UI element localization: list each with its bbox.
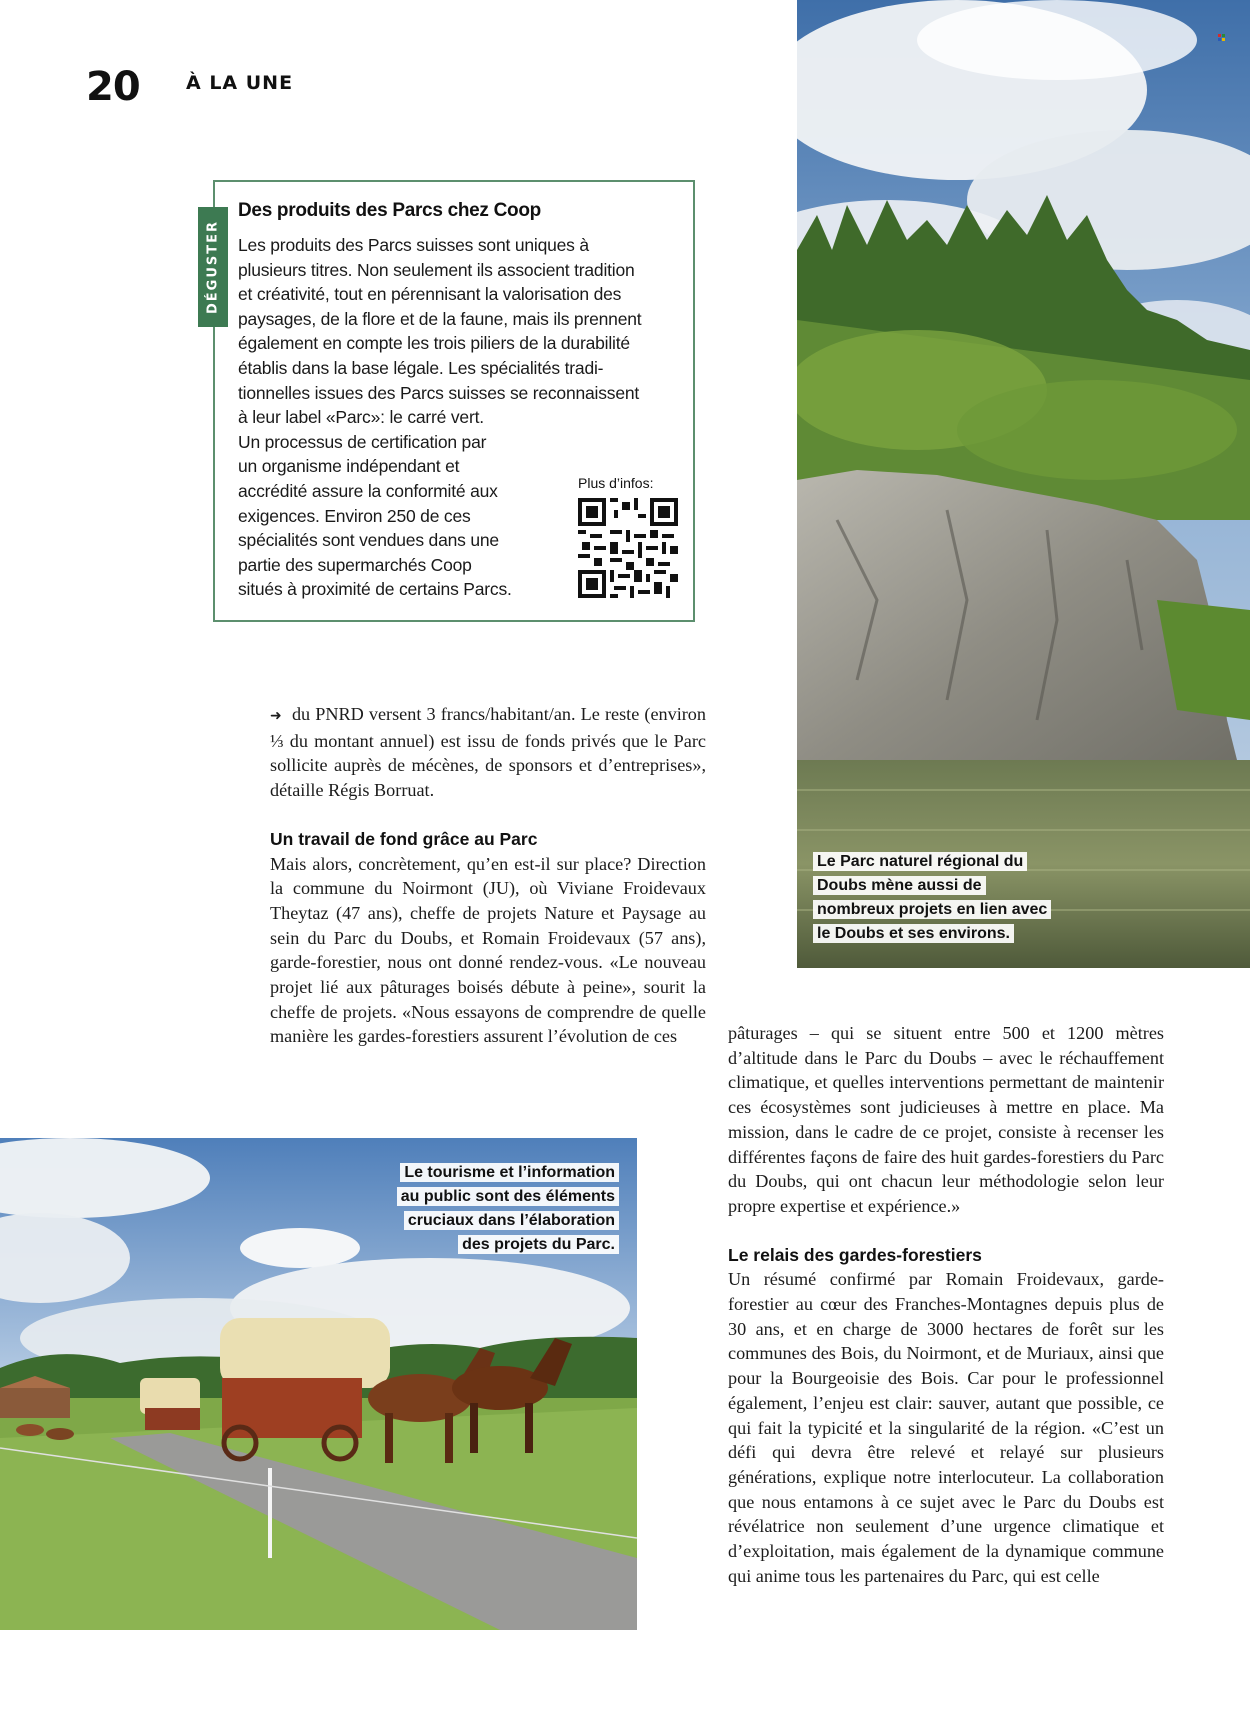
page-number: 20	[86, 64, 140, 110]
logo-icon	[1218, 34, 1225, 41]
caption-line: Le Parc naturel régional du	[813, 852, 1027, 871]
section-label: À LA UNE	[186, 72, 294, 94]
sidebar-line: situés à proximité de certains Parcs.	[238, 579, 512, 600]
caption-line: nombreux projets en lien avec	[813, 900, 1051, 919]
sidebar-line: et créativité, tout en pérennisant la valorisation des	[238, 284, 622, 305]
sidebar-line: Les produits des Parcs suisses sont uniques à	[238, 235, 589, 255]
sidebar-line: plusieurs titres. Non seulement ils associent tradition	[238, 259, 635, 280]
sidebar-line: partie des supermarchés Coop	[238, 554, 472, 575]
sidebar-line: établis dans la base légale. Les spécialités tradi-	[238, 357, 604, 378]
caption-line: cruciaux dans l’élaboration	[404, 1211, 619, 1230]
photo-horse-caption	[393, 1161, 619, 1257]
sidebar-line: exigences. Environ 250 de ces	[238, 505, 471, 526]
sidebar-line: paysages, de la flore et de la faune, mais ils prennent	[238, 308, 642, 329]
article-paragraph: pâturages – qui se situent entre 500 et 1200 mètres d’altitude dans le Parc du Doubs – avec le réchauffement climatique, et quelles interventions permettant de maintenir ces écosystèmes sont judicieuses à mettre en place. Ma mission, dans le cadre de ce projet, consiste à recenser les différentes façons de faire des huit gardes-forestiers du Parc du Doubs, qui ont chacun leur méthodologie selon leur propre expertise et expérience.»	[728, 1023, 1164, 1216]
sidebar-line: Un processus de certification par	[238, 431, 487, 452]
article-subheading: Le relais des gardes-forestiers	[728, 1244, 982, 1265]
sidebar-line: également en compte les trois piliers de la durabilité	[238, 333, 630, 354]
qr-code-icon[interactable]	[578, 498, 678, 598]
sidebar-tag	[198, 207, 228, 327]
article-paragraph: Un résumé confirmé par Romain Froidevaux, garde-forestier au cœur des Franches-Montagnes depuis plus de 30 ans, et en charge de 3000 hectares de forêt sur les communes des Bois, du Noirmont, et de Muriaux, ainsi que pour la Bourgeoisie des Bois. Car pour le professionnel également, l’enjeu est clair: sauver, autant que possible, ce qui fait la typicité et la singularité de la région. «C’est un défi qui devra être relevé et relayé sur plusieurs générations, explique notre interlocuteur. La collaboration que nous entamons à ce sujet avec le Parc du Doubs est révélatrice non seulement d’une urgence climatique et d’exploitation, mais également de la dynamique commune qui anime tous les partenaires du Parc, qui est celle	[728, 1269, 1164, 1586]
caption-line: Doubs mène aussi de	[813, 876, 986, 895]
sidebar-line: tionnelles issues des Parcs suisses se reconnaissent	[238, 382, 640, 403]
continuation-arrow-icon: ➜	[270, 708, 282, 724]
caption-line: le Doubs et ses environs.	[813, 924, 1014, 943]
caption-line: au public sont des éléments	[397, 1187, 619, 1206]
photo-cliff-lake	[797, 0, 1250, 968]
article-paragraph-text: du PNRD versent 3 francs/habitant/an. Le reste (environ ⅓ du montant annuel) est issu de fonds privés que le Parc sollicite auprès de mécènes, de sponsors et d’entreprises», détaille Régis Borruat.	[270, 704, 706, 801]
article-paragraph	[270, 702, 706, 803]
qr-label: Plus d’infos:	[578, 475, 654, 491]
photo-cliff-caption	[813, 850, 1068, 946]
sidebar-title: Des produits des Parcs chez Coop	[238, 200, 541, 221]
sidebar-tag-label: DÉGUSTER	[205, 219, 221, 315]
sidebar-line: à leur label «Parc»: le carré vert.	[238, 407, 484, 428]
article-column-1	[270, 702, 706, 1049]
article-subheading: Un travail de fond grâce au Parc	[270, 828, 538, 849]
sidebar-line: spécialités sont vendues dans une	[238, 530, 499, 551]
article-column-2	[728, 1021, 1164, 1588]
caption-line: des projets du Parc.	[458, 1235, 619, 1254]
caption-line: Le tourisme et l’information	[400, 1163, 619, 1182]
sidebar-line: accrédité assure la conformité aux	[238, 480, 498, 501]
article-paragraph: Mais alors, concrètement, qu’en est-il sur place? Direction la commune du Noirmont (JU), où Viviane Froidevaux Theytaz (47 ans), cheffe de projets Nature et Paysage au sein du Parc du Doubs, et Romain Froidevaux (57 ans), garde-forestier, nous ont donné rendez-vous. «Le nouveau projet lié aux pâturages boisés débute à peine», sourit la cheffe de projets. «Nous essayons de comprendre de quelle manière les gardes-forestiers assurent l’évolution de ces	[270, 853, 706, 1047]
sidebar-line: un organisme indépendant et	[238, 456, 460, 477]
